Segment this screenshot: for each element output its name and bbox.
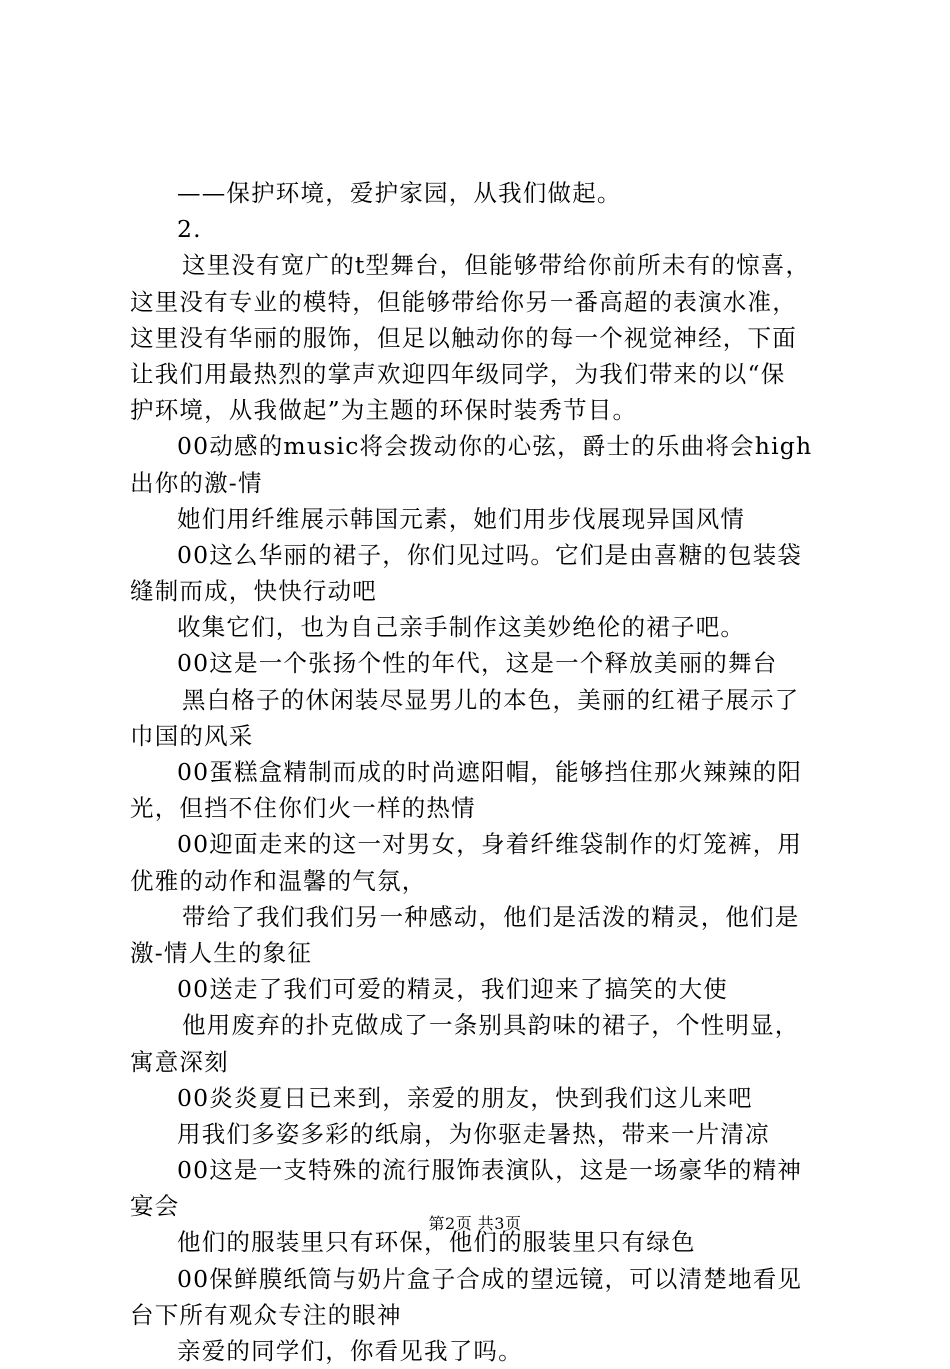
text-line: 寓意深刻 bbox=[130, 1047, 229, 1076]
text-line: 这里没有宽广的t型舞台，但能够带给你前所未有的惊喜， bbox=[182, 251, 811, 280]
page-footer: 第2页 共3页 bbox=[428, 1214, 522, 1233]
text-line: 让我们用最热烈的掌声欢迎四年级同学，为我们带来的以“保 bbox=[130, 359, 786, 388]
text-line: 他用废弃的扑克做成了一条别具韵味的裙子，个性明显， bbox=[182, 1011, 800, 1040]
text-line: 00保鲜膜纸筒与奶片盒子合成的望远镜，可以清楚地看见 bbox=[177, 1264, 803, 1293]
text-line: ——保护环境，爱护家园，从我们做起。 bbox=[177, 179, 622, 207]
text-line: 收集它们，也为自己亲手制作这美妙绝伦的裙子吧。 bbox=[177, 613, 746, 642]
text-line: 光，但挡不住你们火一样的热情 bbox=[130, 794, 476, 823]
text-line: 宴会 bbox=[130, 1192, 180, 1221]
text-line: 她们用纤维展示韩国元素，她们用步伐展现异国风情 bbox=[177, 504, 746, 533]
text-line: 黑白格子的休闲装尽显男儿的本色，美丽的红裙子展示了 bbox=[182, 685, 800, 714]
text-line: 00蛋糕盒精制而成的时尚遮阳帽，能够挡住那火辣辣的阳 bbox=[177, 758, 803, 786]
text-line: 00这么华丽的裙子，你们见过吗。它们是由喜糖的包装袋 bbox=[177, 540, 803, 569]
text-line: 2. bbox=[177, 215, 202, 244]
text-line: 00这是一个张扬个性的年代，这是一个释放美丽的舞台 bbox=[177, 649, 778, 678]
text-line: 这里没有专业的模特，但能够带给你另一番高超的表演水准， bbox=[130, 287, 797, 316]
text-line: 巾国的风采 bbox=[130, 721, 254, 750]
text-line: 出你的激-情 bbox=[130, 468, 263, 497]
text-line: 激-情人生的象征 bbox=[130, 938, 313, 967]
text-line: 优雅的动作和温馨的气氛， bbox=[130, 866, 427, 895]
text-line: 00送走了我们可爱的精灵，我们迎来了搞笑的大使 bbox=[177, 975, 729, 1004]
text-line: 他们的服装里只有环保，他们的服装里只有绿色 bbox=[177, 1228, 696, 1257]
text-line: 缝制而成，快快行动吧 bbox=[130, 577, 377, 606]
document-body bbox=[130, 175, 840, 1369]
text-line: 台下所有观众专注的眼神 bbox=[130, 1300, 402, 1329]
text-line: 亲爱的同学们，你看见我了吗。 bbox=[177, 1337, 523, 1365]
text-line: 00这是一支特殊的流行服饰表演队，这是一场豪华的精神 bbox=[177, 1156, 803, 1185]
text-line: 00动感的music将会拨动你的心弦，爵士的乐曲将会high bbox=[177, 432, 813, 461]
text-line: 这里没有华丽的服饰，但足以触动你的每一个视觉神经，下面 bbox=[130, 323, 797, 352]
text-line: 00迎面走来的这一对男女，身着纤维袋制作的灯笼裤，用 bbox=[177, 830, 803, 859]
text-line: 00炎炎夏日已来到，亲爱的朋友，快到我们这儿来吧 bbox=[177, 1083, 753, 1112]
text-line: 带给了我们我们另一种感动，他们是活泼的精灵，他们是 bbox=[182, 902, 800, 931]
text-line: 护环境，从我做起”为主题的环保时装秀节目。 bbox=[130, 396, 638, 425]
text-line: 用我们多姿多彩的纸扇，为你驱走暑热，带来一片清凉 bbox=[177, 1119, 770, 1148]
